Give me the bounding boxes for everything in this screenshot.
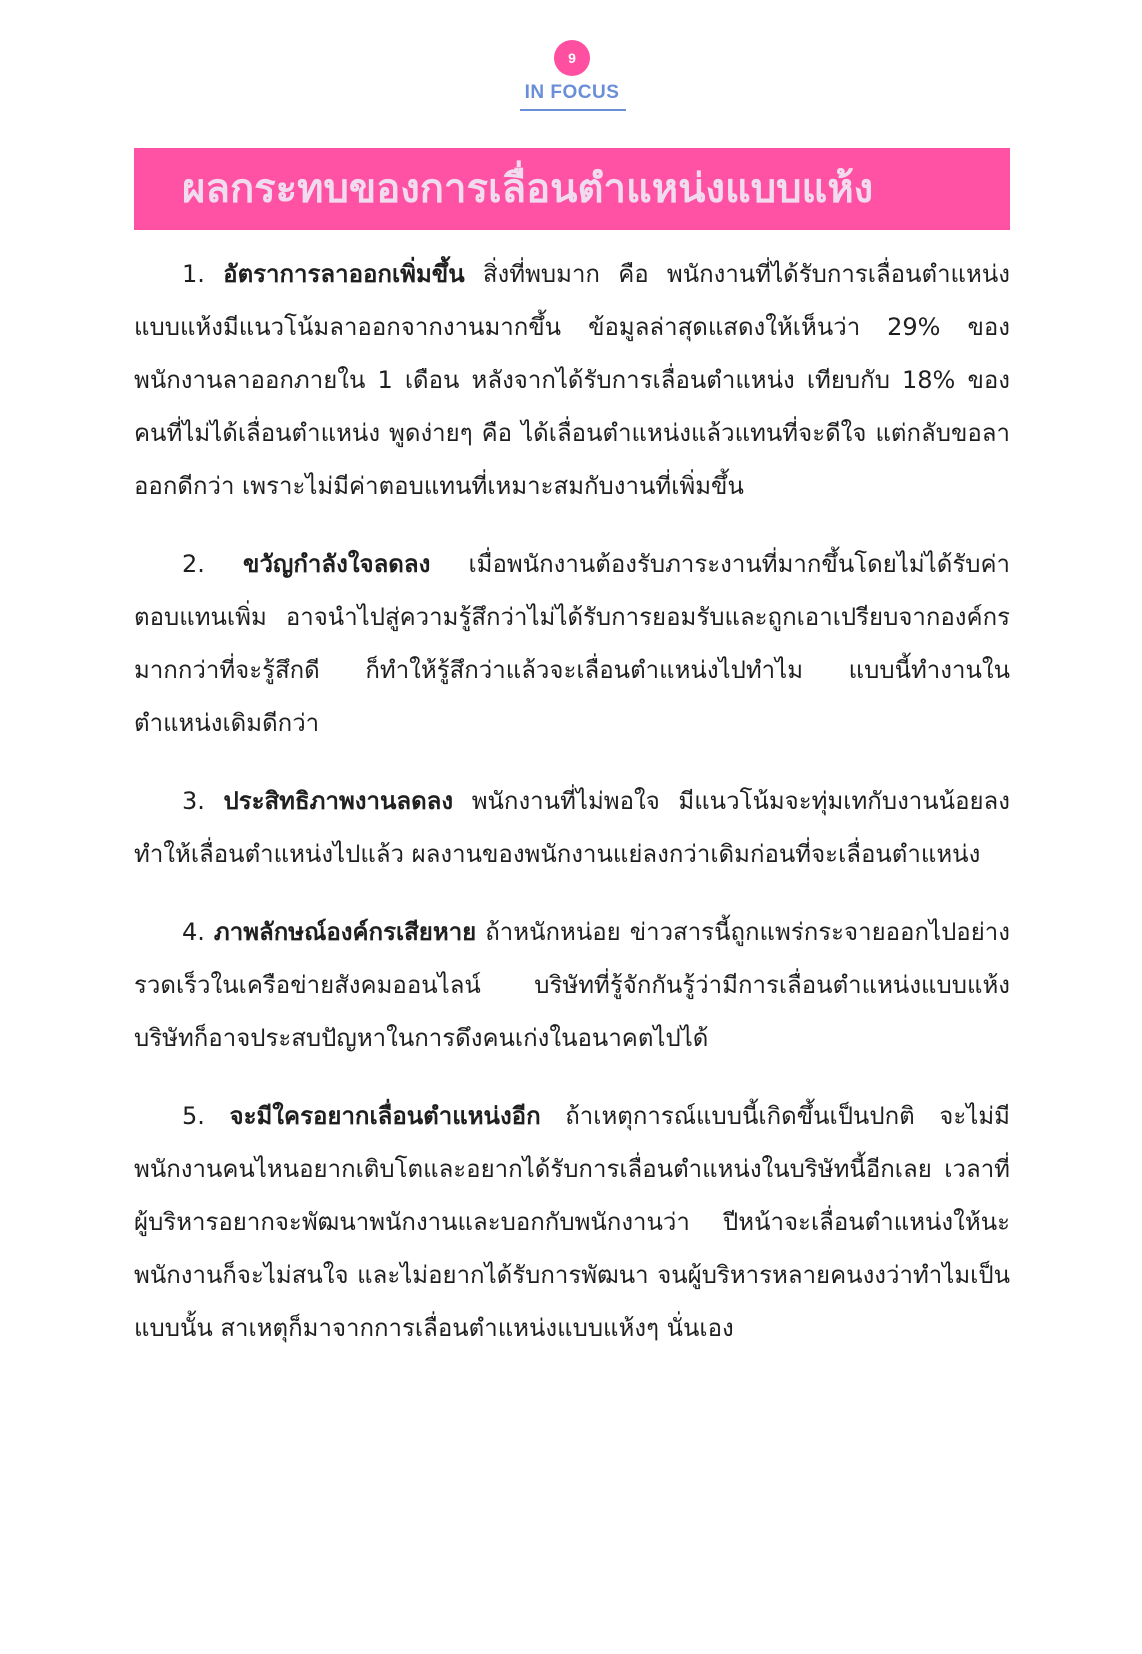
article-body	[134, 248, 1010, 1380]
list-item-1	[134, 248, 1010, 513]
page-title: ผลกระทบของการเลื่อนตำแหน่งแบบแห้ง	[182, 166, 874, 212]
item-number: 3.	[182, 787, 205, 815]
item-heading: ประสิทธิภาพงานลดลง	[223, 787, 454, 815]
item-body: พนักงานที่ไม่พอใจ มีแนวโน้มจะทุ่มเทกับงานน้อยลง ทำให้เลื่อนตำแหน่งไปแล้ว ผลงานของพนักงานแย่ลงกว่าเดิมก่อนที่จะเลื่อนตำแหน่ง	[134, 787, 1010, 868]
list-item-5	[134, 1090, 1010, 1355]
item-number: 4.	[182, 918, 205, 946]
item-body: สิ่งที่พบมาก คือ พนักงานที่ได้รับการเลื่อนตำแหน่งแบบแห้งมีแนวโน้มลาออกจากงานมากขึ้น ข้อมูลล่าสุดแสดงให้เห็นว่า 29% ของพนักงานลาออกภายใน 1 เดือน หลังจากได้รับการเลื่อนตำแหน่ง เทียบกับ 18% ของคนที่ไม่ได้เลื่อนตำแหน่ง พูดง่ายๆ คือ ได้เลื่อนตำแหน่งแล้วแทนที่จะดีใจ แต่กลับขอลาออกดีกว่า เพราะไม่มีค่าตอบแทนที่เหมาะสมกับงานที่เพิ่มขึ้น	[134, 260, 1010, 500]
page-number-badge: 9	[554, 40, 590, 76]
section-underline	[520, 109, 626, 111]
item-number: 1.	[182, 260, 205, 288]
item-number: 2.	[182, 550, 205, 578]
page-header	[0, 40, 1142, 120]
item-heading: ภาพลักษณ์องค์กรเสียหาย	[213, 918, 477, 946]
item-number: 5.	[182, 1102, 205, 1130]
title-banner	[134, 148, 1010, 230]
item-heading: ขวัญกำลังใจลดลง	[243, 550, 431, 578]
item-body: เมื่อพนักงานต้องรับภาระงานที่มากขึ้นโดยไม่ได้รับค่าตอบแทนเพิ่ม อาจนำไปสู่ความรู้สึกว่าไม่ได้รับการยอมรับและถูกเอาเปรียบจากองค์กรมากกว่าที่จะรู้สึกดี ก็ทำให้รู้สึกว่าแล้วจะเลื่อนตำแหน่งไปทำไม แบบนี้ทำงานในตำแหน่งเดิมดีกว่า	[134, 550, 1010, 737]
list-item-4	[134, 906, 1010, 1065]
list-item-2	[134, 538, 1010, 750]
list-item-3	[134, 775, 1010, 881]
item-heading: อัตราการลาออกเพิ่มขึ้น	[223, 260, 465, 288]
item-heading: จะมีใครอยากเลื่อนตำแหน่งอีก	[229, 1102, 541, 1130]
item-body: ถ้าหนักหน่อย ข่าวสารนี้ถูกแพร่กระจายออกไปอย่างรวดเร็วในเครือข่ายสังคมออนไลน์ บริษัทที่รู้จักกันรู้ว่ามีการเลื่อนตำแหน่งแบบแห้ง บริษัทก็อาจประสบปัญหาในการดึงคนเก่งในอนาคตไปได้	[134, 918, 1010, 1052]
section-label: IN FOCUS	[524, 82, 620, 103]
item-body: ถ้าเหตุการณ์แบบนี้เกิดขึ้นเป็นปกติ จะไม่มีพนักงานคนไหนอยากเติบโตและอยากได้รับการเลื่อนตำแหน่งในบริษัทนี้อีกเลย เวลาที่ผู้บริหารอยากจะพัฒนาพนักงานและบอกกับพนักงานว่า ปีหน้าจะเลื่อนตำแหน่งให้นะ พนักงานก็จะไม่สนใจ และไม่อยากได้รับการพัฒนา จนผู้บริหารหลายคนงงว่าทำไมเป็นแบบนั้น สาเหตุก็มาจากการเลื่อนตำแหน่งแบบแห้งๆ นั่นเอง	[134, 1102, 1010, 1342]
